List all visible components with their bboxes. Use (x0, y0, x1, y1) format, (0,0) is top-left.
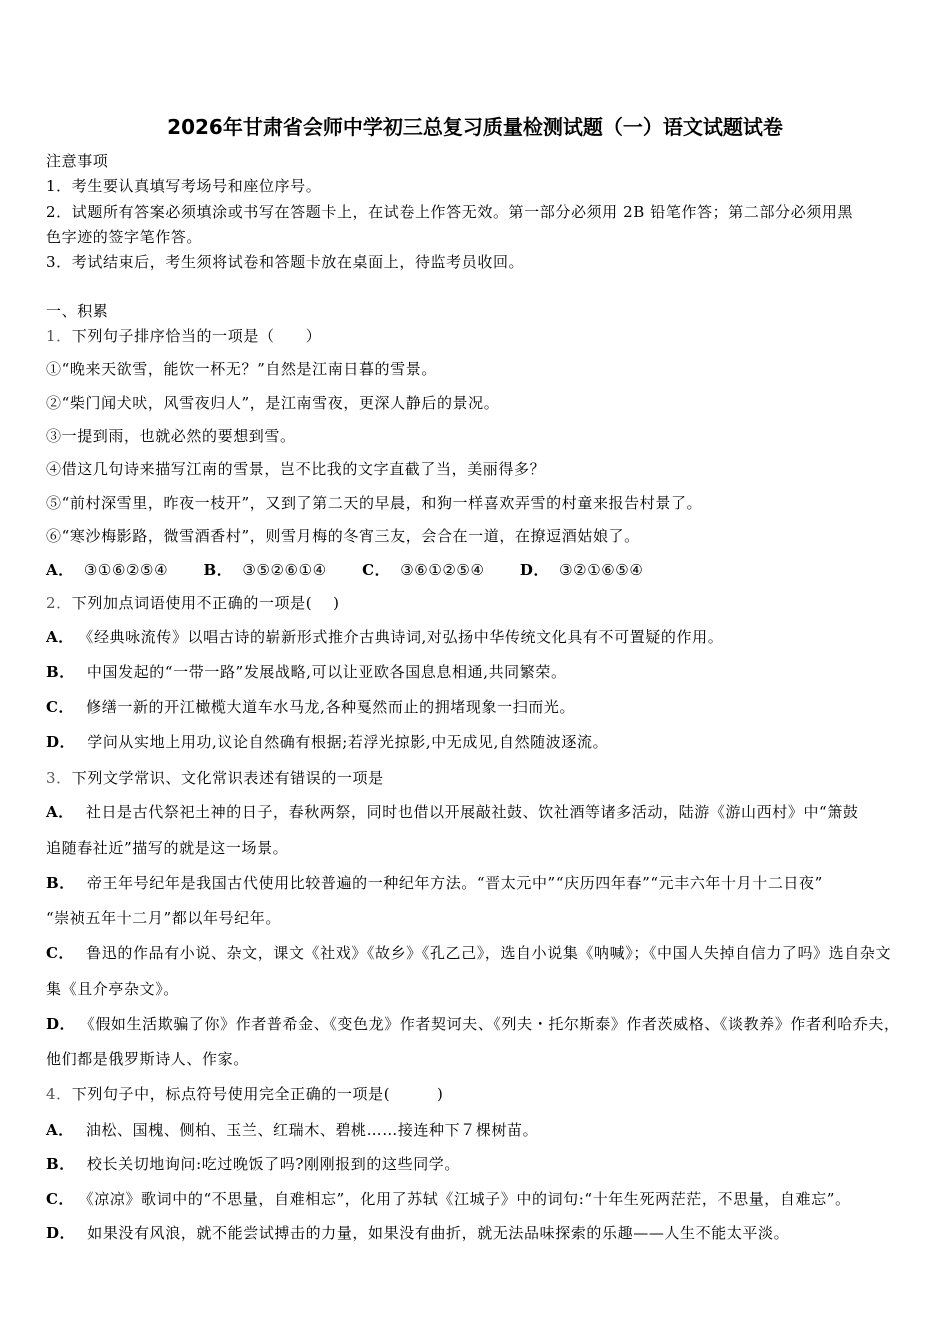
option-label: B． (46, 874, 75, 892)
option-label: A． (46, 561, 74, 579)
section-heading: 一、积累 (46, 302, 109, 320)
option-label: C． (46, 1190, 75, 1208)
question-text: 下列文学常识、文化常识表述有错误的一项是 (71, 769, 384, 787)
sentence-line: ④借这几句诗来描写江南的雪景，岂不比我的文字直截了当，美丽得多？ (46, 460, 546, 478)
option-c (362, 561, 484, 579)
option-a (46, 627, 723, 647)
document-title: 2026年甘肃省会师中学初三总复习质量检测试题（一）语文试题试卷 (167, 115, 783, 139)
option-label: D． (46, 1015, 76, 1033)
sentence-line: ⑤“前村深雪里，昨夜一枝开”，又到了第二天的早晨，和狗一样喜欢弄雪的村童来报告村景了。 (46, 494, 703, 512)
option-text: 《经典咏流传》以唱古诗的崭新形式推介古典诗词,对弘扬中华传统文化具有不可置疑的作用。 (85, 628, 724, 646)
option-text: 油松、国槐、侧柏、玉兰、红瑞木、碧桃……接连种下７棵树苗。 (85, 1121, 539, 1139)
option-a (46, 1120, 538, 1140)
option-label: A． (46, 1121, 74, 1139)
option-text: 学问从实地上用功,议论自然确有根据;若浮光掠影,中无成见,自然随波逐流。 (87, 733, 609, 751)
sentence-line: ③一提到雨，也就必然的要想到雪。 (46, 427, 296, 445)
question-number: 3． (46, 769, 72, 787)
option-label: D． (46, 1224, 76, 1242)
question-3-stem (46, 768, 384, 788)
option-text: 校长关切地询问:吃过晚饭了吗?刚刚报到的这些同学。 (86, 1155, 460, 1173)
option-label: B． (46, 663, 75, 681)
option-text: 《假如生活欺骗了你》作者普希金、《变色龙》作者契诃夫、《列夫・托尔斯泰》作者茨威格、《谈教养》作者利哈乔夫， (87, 1015, 900, 1033)
option-d (46, 1014, 900, 1034)
option-label: C． (46, 944, 75, 962)
notice-line: 色字迹的签字笔作答。 (46, 228, 203, 246)
question-4-stem (46, 1084, 443, 1104)
question-number: 1． (46, 327, 72, 345)
sentence-line: ①“晚来天欲雪，能饮一杯无？”自然是江南日暮的雪景。 (46, 360, 437, 378)
option-text: 鲁迅的作品有小说、杂文，课文《社戏》《故乡》《孔乙己》，选自小说集《呐喊》；《中国人失掉自信力了吗》选自杂文 (86, 944, 892, 962)
question-text: 下列句子中，标点符号使用完全正确的一项是( ) (71, 1085, 444, 1103)
option-a (46, 802, 859, 822)
sentence-line: ⑥“寒沙梅影路，微雪酒香村”，则雪月梅的冬宵三友，会合在一道，在撩逗酒姑娘了。 (46, 527, 640, 545)
question-1-stem (46, 326, 321, 346)
option-text: 如果没有风浪，就不能尝试搏击的力量，如果没有曲折，就无法品味探索的乐趣——人生不能太平淡。 (87, 1224, 790, 1242)
option-label: A． (46, 803, 74, 821)
question-number: 4． (46, 1085, 72, 1103)
option-label: D． (46, 733, 76, 751)
question-text: 下列句子排序恰当的一项是（ ） (71, 327, 322, 345)
option-label: C． (362, 561, 391, 579)
option-text: ③①⑥②⑤④ (83, 561, 169, 579)
option-text: 《凉凉》歌词中的“不思量，自难相忘”，化用了苏轼《江城子》中的词句:“十年生死两茫茫，不思量，自难忘”。 (86, 1190, 851, 1208)
option-c (46, 697, 575, 717)
option-c-continued: 集《且介亭杂文》。 (46, 980, 179, 998)
option-text: ③②①⑥⑤④ (559, 561, 644, 579)
notice-line: 1．考生要认真填写考场号和座位序号。 (46, 177, 322, 195)
option-label: B． (203, 561, 233, 579)
option-text: 中国发起的“一带一路”发展战略,可以让亚欧各国息息相通,共同繁荣。 (86, 663, 567, 681)
question-text: 下列加点词语使用不正确的一项是( ) (71, 594, 340, 612)
notice-line: 3．考试结束后，考生须将试卷和答题卡放在桌面上，待监考员收回。 (46, 253, 525, 271)
option-b (46, 873, 823, 893)
option-label: C． (46, 698, 75, 716)
option-text: 帝王年号纪年是我国古代使用比较普遍的一种纪年方法。“晋太元中”“庆历四年春”“元丰六年十月十二日夜” (86, 874, 823, 892)
option-d (46, 732, 608, 752)
option-a-continued: 追随春社近”描写的就是这一场景。 (46, 839, 289, 857)
question-1-options (46, 560, 673, 580)
option-b (204, 561, 327, 579)
option-d (46, 1223, 789, 1243)
notice-heading: 注意事项 (46, 152, 109, 170)
option-label: A． (46, 628, 74, 646)
option-text: 社日是古代祭祀土神的日子，春秋两祭，同时也借以开展敲社鼓、饮社酒等诸多活动，陆游《游山西村》中“箫鼓 (85, 803, 859, 821)
option-text: ③⑥①②⑤④ (400, 561, 485, 579)
notice-line: 2．试题所有答案必须填涂或书写在答题卡上，在试卷上作答无效。第一部分必须用 2B 铅笔作答；第二部分必须用黑 (46, 203, 854, 221)
question-2-stem (46, 593, 340, 613)
option-b-continued: “崇祯五年十二月”都以年号纪年。 (46, 909, 281, 927)
option-label: D． (519, 561, 550, 579)
option-c (46, 1189, 851, 1209)
option-d-continued: 他们都是俄罗斯诗人、作家。 (46, 1050, 249, 1068)
option-a (46, 561, 168, 579)
sentence-line: ②“柴门闻犬吠，风雪夜归人”，是江南雪夜，更深人静后的景况。 (46, 394, 500, 412)
option-b (46, 662, 567, 682)
option-d (520, 561, 644, 579)
option-label: B． (46, 1155, 75, 1173)
option-text: ③⑤②⑥①④ (242, 561, 327, 579)
question-number: 2． (46, 594, 72, 612)
option-b (46, 1154, 460, 1174)
option-c (46, 943, 891, 963)
option-text: 修缮一新的开江橄榄大道车水马龙,各种戛然而止的拥堵现象一扫而光。 (86, 698, 576, 716)
